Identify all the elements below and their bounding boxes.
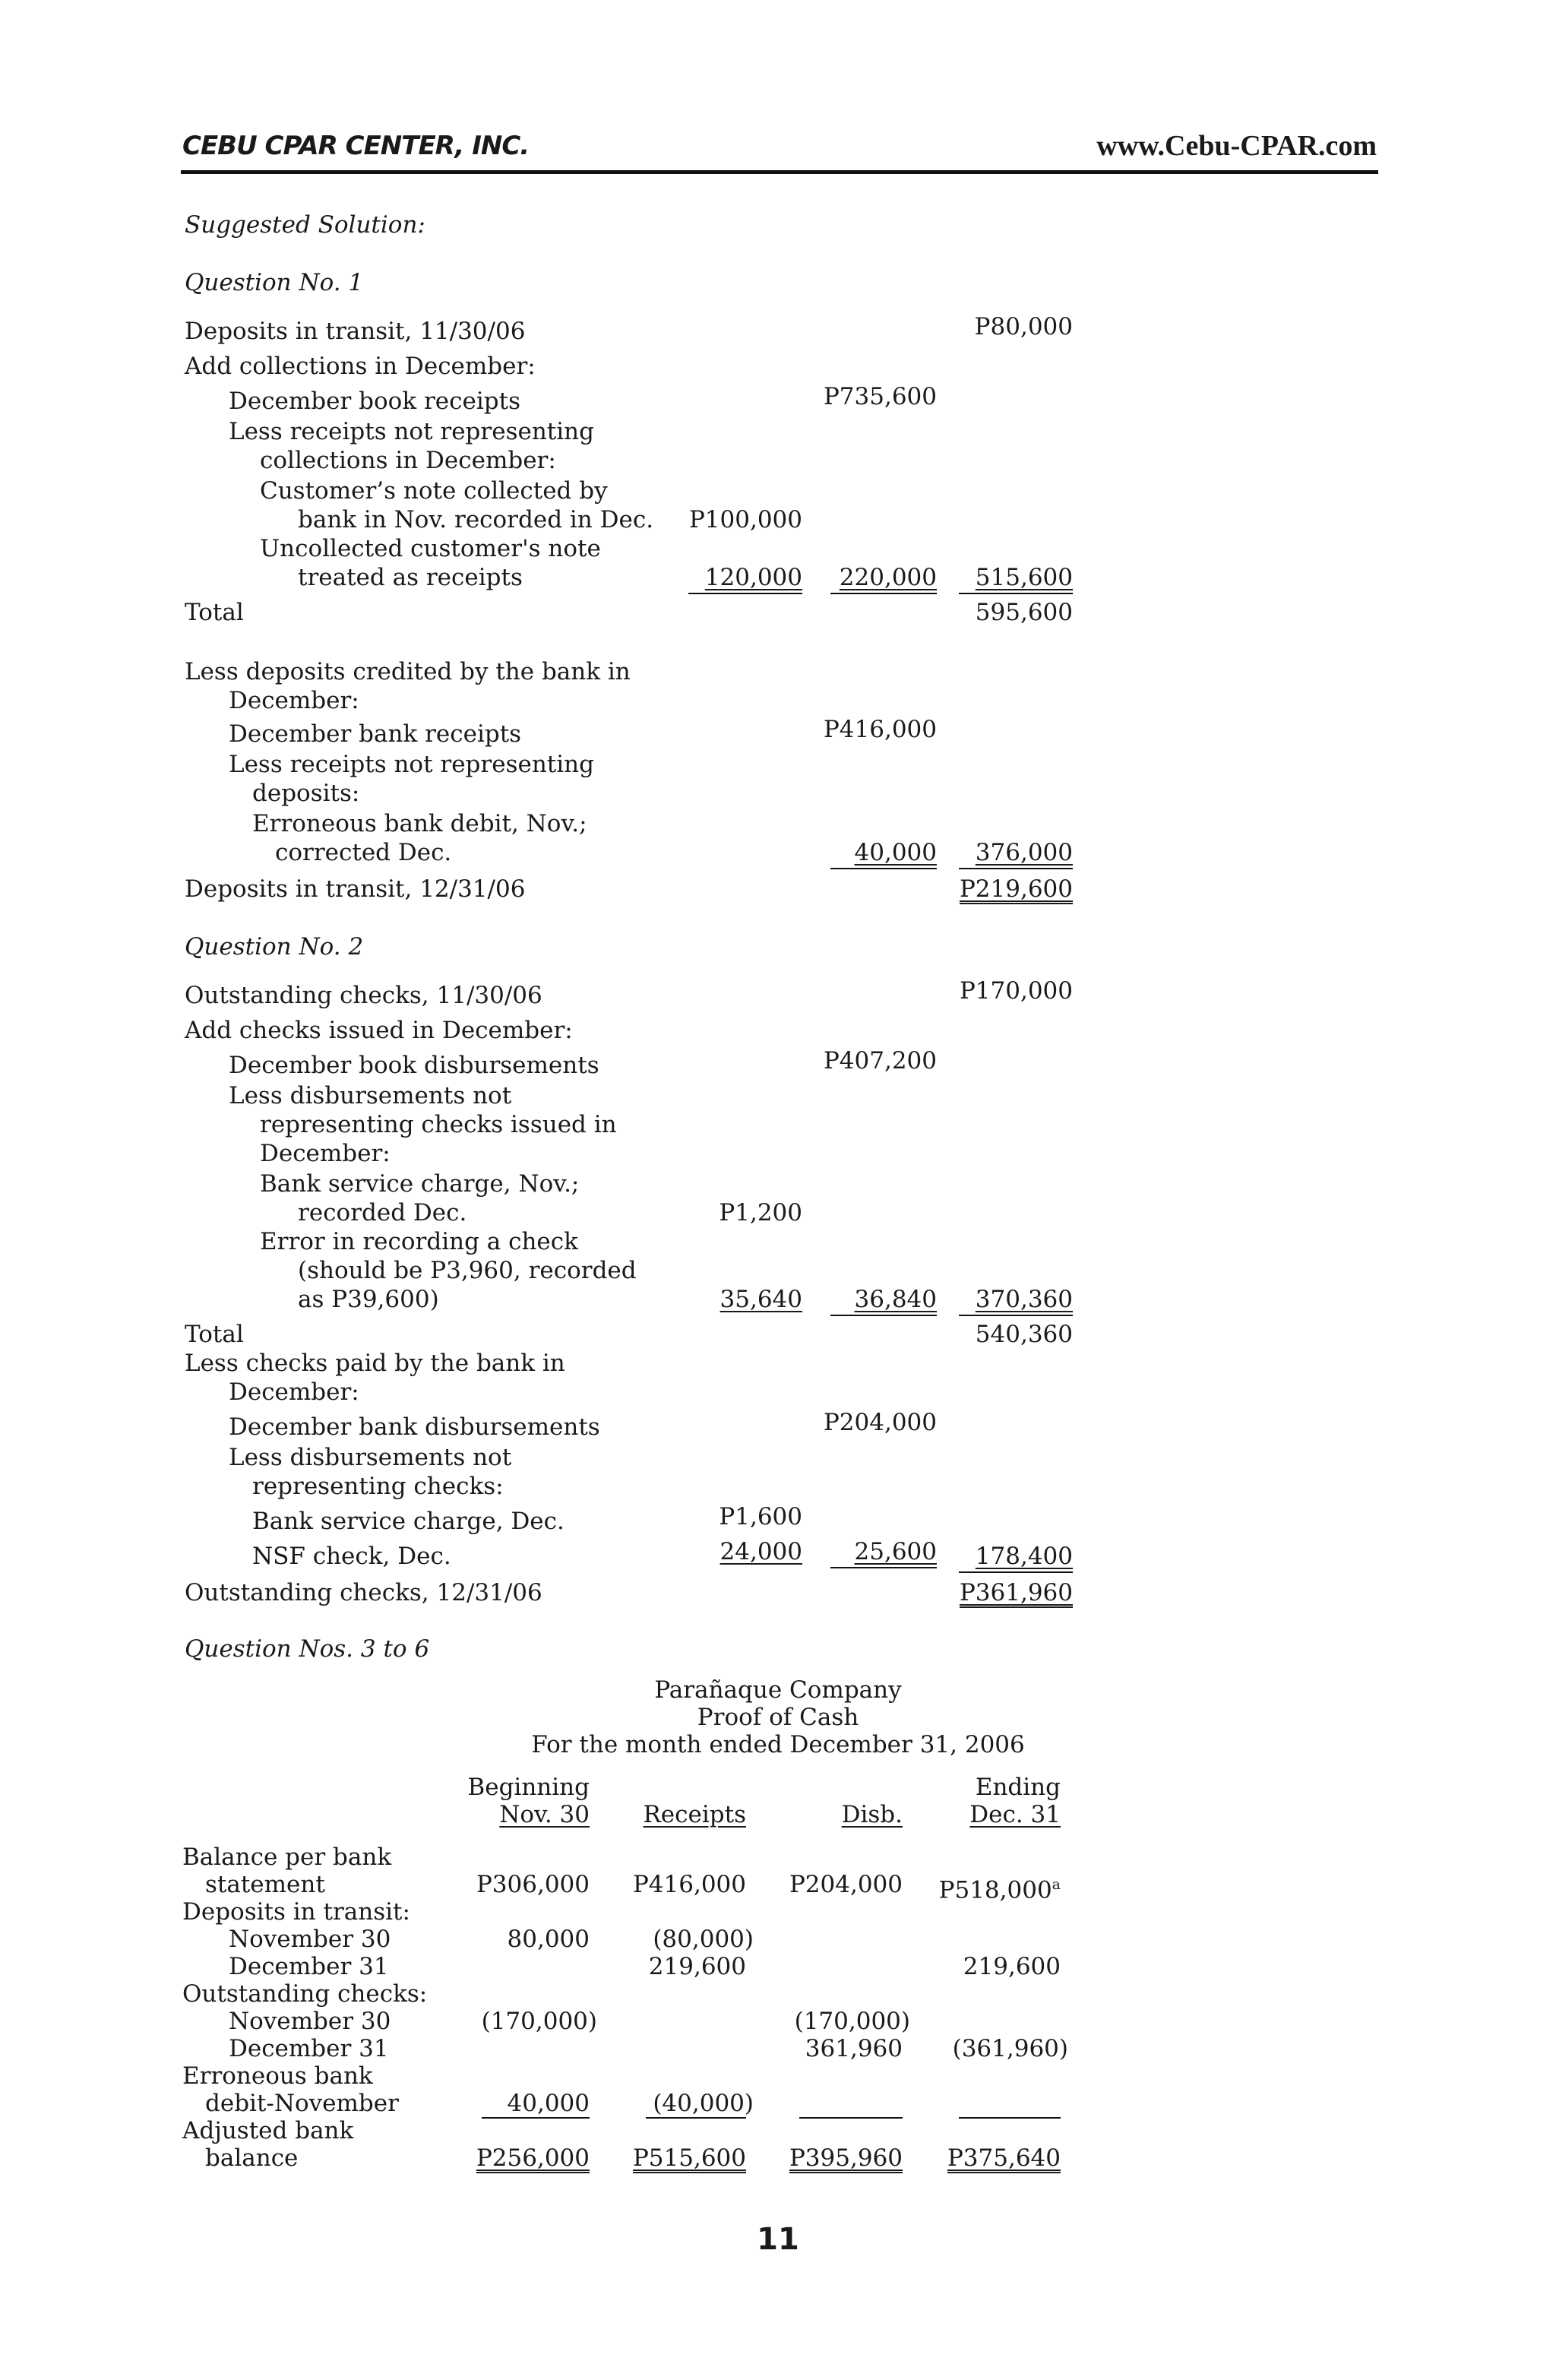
proof-period: For the month ended December 31, 2006	[531, 1731, 1025, 1758]
q2-error-3: as P39,600)	[298, 1286, 439, 1313]
row-bal-bank-1: Balance per bank	[182, 1844, 392, 1871]
q1-underline-col2b	[830, 868, 937, 869]
q1-uncollected-2: treated as receipts	[298, 564, 523, 591]
proof-title: Proof of Cash	[697, 1704, 859, 1731]
err-underline-receipts	[646, 2117, 746, 2119]
row-dit-nov: November 30	[229, 1926, 391, 1953]
row-err-1: Erroneous bank	[182, 2062, 373, 2090]
dit-dec-end: 219,600	[963, 1953, 1061, 1980]
q2-bank-sc-1: Bank service charge, Nov.;	[260, 1170, 580, 1198]
header-company: CEBU CPAR CENTER, INC.	[182, 131, 530, 161]
col-ending: Ending	[975, 1774, 1061, 1801]
q3-heading: Question Nos. 3 to 6	[185, 1635, 430, 1663]
adj-begin: P256,000	[476, 2144, 590, 2172]
q2-dec-book-disb: December book disbursements	[229, 1052, 599, 1079]
q2-dec-bank-disb: December bank disbursements	[229, 1413, 600, 1441]
oc-dec-disb: 361,960	[805, 2035, 903, 2062]
header-website: www.Cebu-CPAR.com	[1096, 130, 1377, 162]
q1-dec-book-receipts: December book receipts	[229, 388, 520, 415]
q2-nsf-label: NSF check, Dec.	[252, 1543, 451, 1570]
q2-oc-nov-label: Outstanding checks, 11/30/06	[185, 982, 542, 1009]
q2-less-not-checks-1: Less disbursements not	[229, 1444, 512, 1471]
q1-erroneous-1: Erroneous bank debit, Nov.;	[252, 810, 587, 837]
dit-dec-receipts: 219,600	[648, 1953, 746, 1980]
bal-bank-end	[939, 1871, 1061, 1904]
q2-bank-sc-dec: Bank service charge, Dec.	[252, 1508, 565, 1535]
q1-uncollected-1: Uncollected customer's note	[260, 535, 601, 562]
q1-underline-col2	[830, 593, 937, 594]
q1-cust-note-2: bank in Nov. recorded in Dec.	[298, 506, 654, 533]
q2-disb-subtotal: 36,840	[854, 1286, 937, 1313]
q1-less-not-dep-2: deposits:	[252, 780, 360, 807]
q1-total-label: Total	[185, 599, 244, 626]
q1-uncollected-amount: 120,000	[704, 564, 802, 591]
q1-less-deposits-1: Less deposits credited by the bank in	[185, 658, 631, 685]
q2-underline-col3b	[959, 1571, 1073, 1573]
col-disb: Disb.	[841, 1801, 903, 1828]
dit-nov-receipts: (80,000)	[653, 1926, 754, 1953]
q2-bank-sc-amount: P1,200	[719, 1199, 802, 1226]
q2-total-label: Total	[185, 1321, 244, 1348]
col-dec31: Dec. 31	[969, 1801, 1061, 1828]
q1-less-not-dep-1: Less receipts not representing	[229, 751, 594, 778]
footnote-a: a	[1052, 1876, 1061, 1893]
q2-oc-nov-amount: P170,000	[959, 977, 1073, 1005]
q1-underline-col3	[959, 593, 1073, 594]
q1-collections-total: 515,600	[975, 564, 1073, 591]
row-dit-label: Deposits in transit:	[182, 1898, 410, 1926]
q2-less-paid-2: December:	[229, 1378, 359, 1406]
q2-oc-dec-amount: P361,960	[959, 1579, 1073, 1606]
q2-dec-book-disb-amount: P407,200	[823, 1047, 937, 1074]
header-rule	[181, 170, 1378, 174]
q2-underline-col3	[959, 1315, 1073, 1316]
q1-underline-col1	[688, 593, 802, 594]
q1-less-deposits-2: December:	[229, 687, 359, 714]
q1-deposits-total: 376,000	[975, 839, 1073, 866]
err-receipts: (40,000)	[653, 2090, 754, 2117]
row-adj-1: Adjusted bank	[182, 2117, 354, 2144]
q2-less-disb-2: representing checks issued in	[260, 1111, 617, 1138]
bal-bank-disb: P204,000	[789, 1871, 903, 1898]
q2-oc-dec-label: Outstanding checks, 12/31/06	[185, 1579, 542, 1606]
oc-nov-disb: (170,000)	[794, 2008, 910, 2035]
q2-underline-col2b	[830, 1567, 937, 1568]
q2-bank-sc-dec-amount: P1,600	[719, 1503, 802, 1530]
q2-less-disb-3: December:	[260, 1140, 391, 1167]
q1-dit-dec-amount: P219,600	[959, 875, 1073, 903]
q1-total-amount: 595,600	[975, 599, 1073, 626]
col-nov30: Nov. 30	[499, 1801, 590, 1828]
q1-dec-bank-receipts-amount: P416,000	[823, 716, 937, 743]
err-underline-begin	[482, 2117, 590, 2119]
q1-receipts-subtotal: 220,000	[839, 564, 937, 591]
dit-nov-begin: 80,000	[507, 1926, 590, 1953]
row-oc-nov: November 30	[229, 2008, 391, 2035]
page-number: 11	[757, 2222, 799, 2257]
q1-dec-bank-receipts: December bank receipts	[229, 720, 522, 748]
bal-bank-end-value: P518,000	[938, 1876, 1052, 1904]
row-adj-2: balance	[205, 2144, 299, 2172]
q2-underline-col2	[830, 1315, 937, 1316]
row-err-2: debit-November	[205, 2090, 399, 2117]
row-dit-dec: December 31	[229, 1953, 389, 1980]
q2-less-disb-1: Less disbursements not	[229, 1082, 512, 1109]
oc-dec-end: (361,960)	[952, 2035, 1068, 2062]
err-underline-end	[959, 2117, 1061, 2119]
adj-end: P375,640	[947, 2144, 1061, 2172]
oc-nov-begin: (170,000)	[481, 2008, 597, 2035]
col-receipts: Receipts	[643, 1801, 746, 1828]
q2-checks-total: 370,360	[975, 1286, 1073, 1313]
q2-add-checks: Add checks issued in December:	[185, 1017, 573, 1044]
q1-dit-nov-label: Deposits in transit, 11/30/06	[185, 318, 526, 345]
q2-heading: Question No. 2	[185, 933, 364, 961]
q2-error-2: (should be P3,960, recorded	[298, 1257, 637, 1284]
q2-paid-total: 178,400	[975, 1543, 1073, 1570]
q1-erroneous-2: corrected Dec.	[275, 839, 452, 866]
err-begin: 40,000	[507, 2090, 590, 2117]
q1-dit-nov-amount: P80,000	[974, 313, 1073, 340]
q2-bank-sc-2: recorded Dec.	[298, 1199, 467, 1226]
q1-add-collections: Add collections in December:	[185, 353, 536, 380]
q2-less-not-checks-2: representing checks:	[252, 1473, 504, 1500]
col-beginning: Beginning	[467, 1774, 590, 1801]
row-oc-label: Outstanding checks:	[182, 1980, 428, 2008]
q1-cust-note-amount: P100,000	[688, 506, 802, 533]
q1-erroneous-amount: 40,000	[854, 839, 937, 866]
q2-nsf-amount: 24,000	[719, 1538, 802, 1565]
proof-company: Parañaque Company	[654, 1676, 902, 1704]
q1-dit-dec-label: Deposits in transit, 12/31/06	[185, 875, 526, 903]
q2-paid-subtotal: 25,600	[854, 1538, 937, 1565]
q2-error-1: Error in recording a check	[260, 1228, 578, 1255]
q2-dec-bank-disb-amount: P204,000	[823, 1409, 937, 1436]
row-bal-bank-2: statement	[205, 1871, 325, 1898]
q2-error-amount: 35,640	[719, 1286, 802, 1313]
q2-total-amount: 540,360	[975, 1321, 1073, 1348]
suggested-solution: Suggested Solution:	[185, 211, 425, 239]
q1-dec-book-receipts-amount: P735,600	[823, 383, 937, 410]
row-oc-dec: December 31	[229, 2035, 389, 2062]
bal-bank-receipts: P416,000	[632, 1871, 746, 1898]
q1-less-receipts-2: collections in December:	[260, 447, 556, 474]
adj-disb: P395,960	[789, 2144, 903, 2172]
bal-bank-begin: P306,000	[476, 1871, 590, 1898]
q1-cust-note-1: Customer’s note collected by	[260, 477, 608, 505]
q1-heading: Question No. 1	[185, 269, 364, 296]
adj-receipts: P515,600	[632, 2144, 746, 2172]
q2-less-paid-1: Less checks paid by the bank in	[185, 1350, 565, 1377]
q1-underline-col3b	[959, 868, 1073, 869]
err-underline-disb	[799, 2117, 903, 2119]
q1-less-receipts-1: Less receipts not representing	[229, 418, 594, 445]
